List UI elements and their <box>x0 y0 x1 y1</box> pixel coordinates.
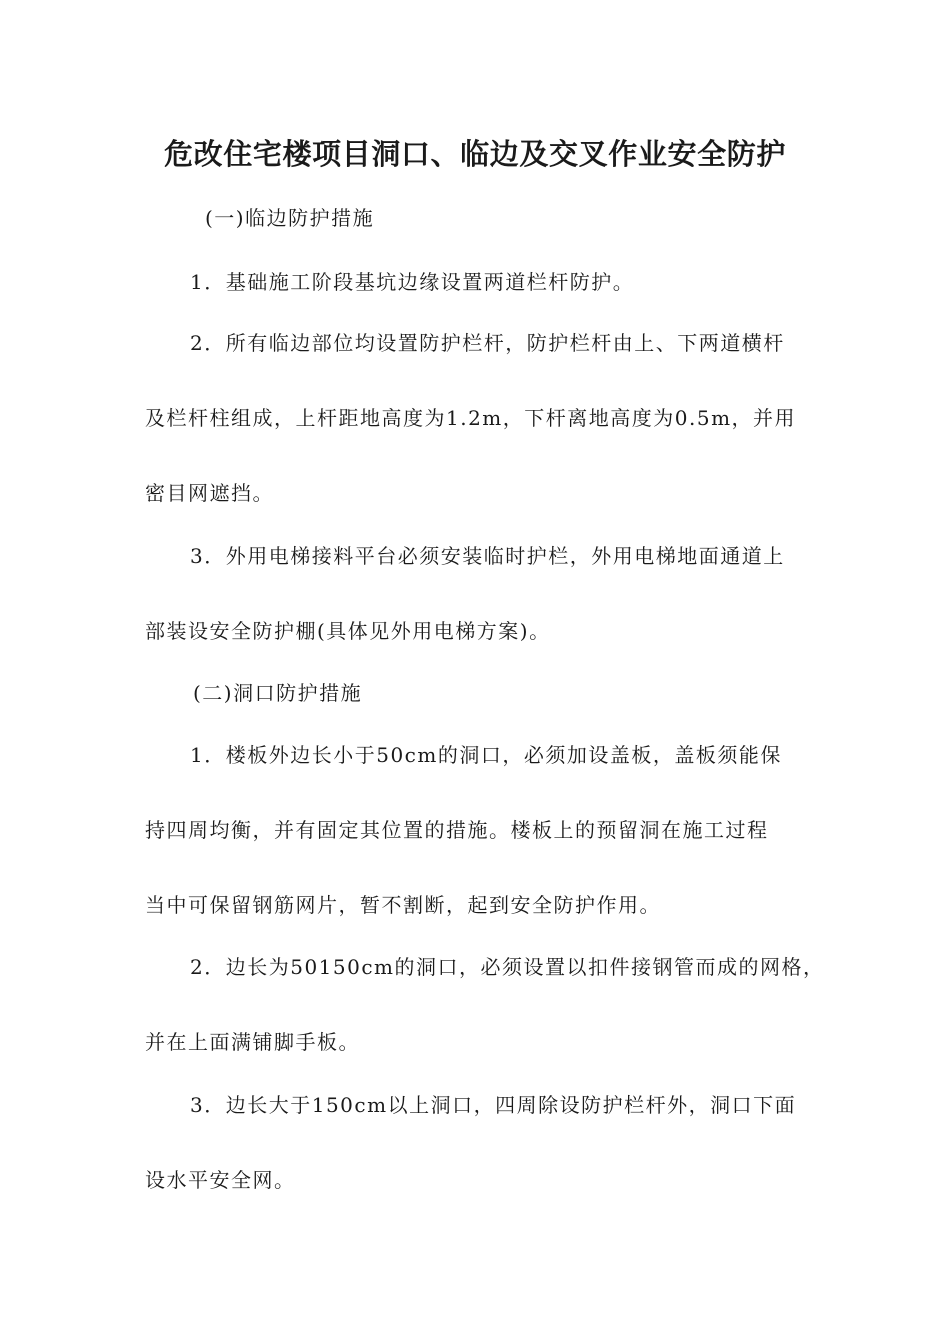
paragraph-line: 部装设安全防护棚(具体见外用电梯方案)。 <box>145 619 551 643</box>
paragraph-line: 密目网遮挡。 <box>145 481 274 505</box>
paragraph-line: 1．基础施工阶段基坑边缘设置两道栏杆防护。 <box>190 270 635 294</box>
document-title: 危改住宅楼项目洞口、临边及交叉作业安全防护 <box>163 137 786 171</box>
paragraph-line: 3．外用电梯接料平台必须安装临时护栏，外用电梯地面通道上 <box>190 544 785 568</box>
section-heading-edge-protection: (一)临边防护措施 <box>205 206 375 230</box>
paragraph-line: 设水平安全网。 <box>145 1168 296 1192</box>
paragraph-line: 3．边长大于150cm以上洞口，四周除设防护栏杆外，洞口下面 <box>190 1093 797 1117</box>
paragraph-line: 持四周均衡，并有固定其位置的措施。楼板上的预留洞在施工过程 <box>145 818 769 842</box>
paragraph-line: 及栏杆柱组成，上杆距地高度为1.2m，下杆离地高度为0.5m，并用 <box>145 406 797 430</box>
section-heading-opening-protection: (二)洞口防护措施 <box>193 681 363 705</box>
paragraph-line: 并在上面满铺脚手板。 <box>145 1030 360 1054</box>
paragraph-line: 1．楼板外边长小于50cm的洞口，必须加设盖板，盖板须能保 <box>190 743 782 767</box>
paragraph-line: 2．所有临边部位均设置防护栏杆，防护栏杆由上、下两道横杆 <box>190 331 785 355</box>
paragraph-line: 2．边长为50150cm的洞口，必须设置以扣件接钢管而成的网格， <box>190 955 825 979</box>
paragraph-line: 当中可保留钢筋网片，暂不割断，起到安全防护作用。 <box>145 893 661 917</box>
